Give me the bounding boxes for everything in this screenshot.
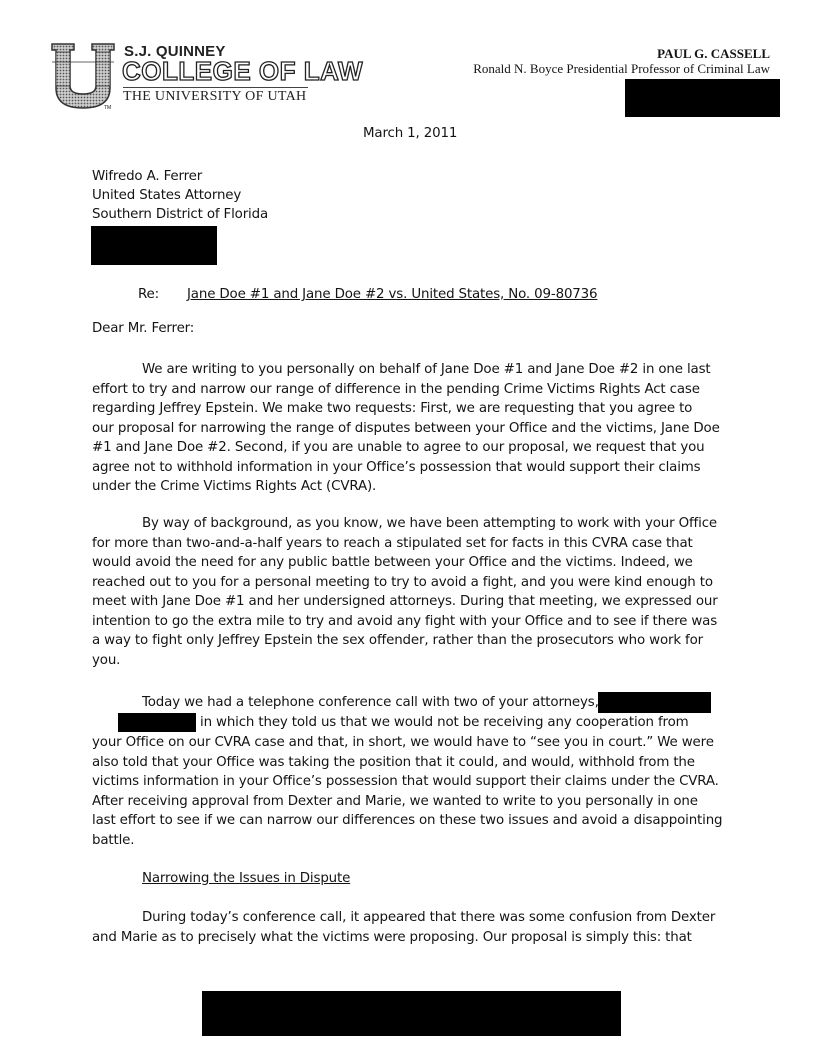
trademark-mark: TM	[104, 105, 112, 111]
university-name: THE UNIVERSITY OF UTAH	[123, 89, 307, 104]
paragraph-line: battle.	[92, 832, 135, 848]
paragraph-4	[92, 908, 732, 947]
paragraph-line: meet with Jane Doe #1 and her undersigned attorneys. During that meeting, we expressed our	[92, 594, 718, 609]
paragraph-line: victims information in your Office’s possession that would support their claims under the CVRA.	[92, 774, 719, 789]
paragraph-3	[92, 733, 732, 850]
redaction-block	[202, 991, 621, 1036]
paragraph-1	[92, 360, 732, 497]
paragraph-line: also told that your Office was taking the position that it could, and would, withhold from the	[92, 754, 695, 770]
paragraph-line: and Marie as to precisely what the victims were proposing. Our proposal is simply this: that	[92, 929, 692, 945]
paragraph-line: reached out to you for a personal meeting to try to avoid a fight, and you were kind enough to	[92, 574, 713, 590]
professor-name: PAUL G. CASSELL	[657, 46, 770, 61]
school-name-top: S.J. QUINNEY	[124, 43, 226, 60]
paragraph-line: last effort to see if we can narrow our differences on these two issues and avoid a disappointing	[92, 813, 723, 828]
redaction-block	[598, 692, 711, 713]
paragraph-line: your Office on our CVRA case and that, in short, we would have to “see you in court.” We were	[92, 735, 714, 750]
re-label: Re:	[138, 287, 160, 302]
paragraph-line: you.	[92, 652, 121, 668]
school-name-main: COLLEGE OF LAW	[122, 56, 363, 86]
paragraph-line: under the Crime Victims Rights Act (CVRA).	[92, 479, 377, 494]
recipient-title: United States Attorney	[92, 188, 242, 203]
paragraph-line: a way to fight only Jeffrey Epstein the sex offender, rather than the prosecutors who work for	[92, 633, 704, 648]
salutation: Dear Mr. Ferrer:	[92, 321, 195, 336]
paragraph-line: agree not to withhold information in your Office’s possession that would support their claims	[92, 459, 701, 475]
recipient-name: Wifredo A. Ferrer	[92, 169, 203, 184]
letterhead-divider	[123, 87, 308, 88]
section-heading: Narrowing the Issues in Dispute	[142, 871, 351, 886]
paragraph-line: intention to go the extra mile to try and avoid any fight with your Office and to see if there was	[92, 613, 718, 629]
professor-title: Ronald N. Boyce Presidential Professor of Criminal Law	[473, 61, 770, 76]
paragraph-line: effort to try and narrow our range of difference in the pending Crime Victims Rights Act case	[92, 381, 700, 397]
university-u-logo-icon	[50, 42, 116, 112]
letter-date: March 1, 2011	[363, 126, 458, 141]
paragraph-3-second-line: in which they told us that we would not be receiving any cooperation from	[200, 715, 689, 730]
paragraph-line: By way of background, as you know, we have been attempting to work with your Office	[142, 516, 717, 531]
paragraph-3-first-line: Today we had a telephone conference call with two of your attorneys,	[142, 695, 599, 710]
redaction-block	[91, 226, 217, 265]
paragraph-line: regarding Jeffrey Epstein. We make two requests: First, we are requesting that you agree to	[92, 401, 693, 416]
paragraph-line: #1 and Jane Doe #2. Second, if you are unable to agree to our proposal, we request that you	[92, 440, 705, 455]
paragraph-line: We are writing to you personally on behalf of Jane Doe #1 and Jane Doe #2 in one last	[142, 362, 711, 377]
paragraph-line: for more than two-and-a-half years to reach a stipulated set for facts in this CVRA case that	[92, 535, 693, 551]
re-subject: Jane Doe #1 and Jane Doe #2 vs. United States, No. 09-80736	[187, 287, 598, 302]
recipient-district: Southern District of Florida	[92, 207, 269, 222]
paragraph-line: During today’s conference call, it appeared that there was some confusion from Dexter	[142, 910, 716, 925]
paragraph-line: would avoid the need for any public battle between your Office and the victims. Indeed, we	[92, 555, 693, 570]
paragraph-line: After receiving approval from Dexter and Marie, we wanted to write to you personally in one	[92, 793, 698, 809]
paragraph-line: our proposal for narrowing the range of disputes between your Office and the victims, Jane Doe	[92, 420, 720, 436]
redaction-block	[118, 713, 196, 732]
paragraph-2	[92, 514, 732, 670]
redaction-block	[625, 79, 780, 117]
